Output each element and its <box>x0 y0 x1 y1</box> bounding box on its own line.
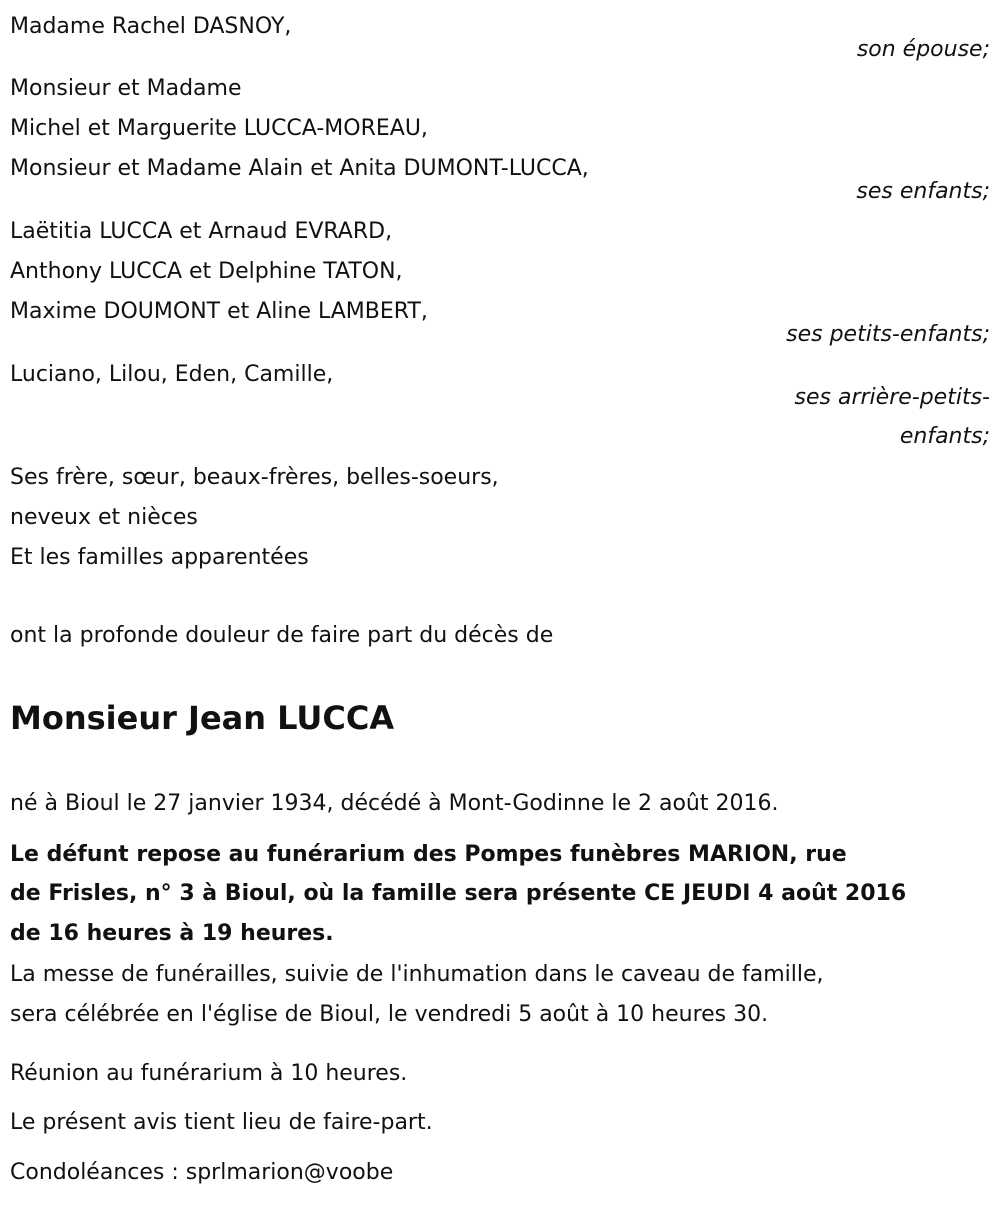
others-line: Et les familles apparentées <box>10 545 309 570</box>
funeral-line: sera célébrée en l'église de Bioul, le vendredi 5 août à 10 heures 30. <box>10 1002 769 1027</box>
visitation-line: Le défunt repose au funérarium des Pompes funèbres MARION, rue <box>10 842 847 867</box>
grandchildren-line: Anthony LUCCA et Delphine TATON, <box>10 259 403 284</box>
children-line: Michel et Marguerite LUCCA-MOREAU, <box>10 116 428 141</box>
condolences: Condoléances : sprlmarion@voobe <box>10 1160 394 1185</box>
children-line: Monsieur et Madame <box>10 76 242 101</box>
great-grandchildren-role: ses arrière-petits- <box>794 385 990 410</box>
children-line: Monsieur et Madame Alain et Anita DUMONT-LUCCA, <box>10 156 589 181</box>
wife-role: son épouse; <box>856 37 990 62</box>
funeral-line: La messe de funérailles, suivie de l'inhumation dans le caveau de famille, <box>10 962 824 987</box>
wife-name: Madame Rachel DASNOY, <box>10 14 292 39</box>
grandchildren-line: Maxime DOUMONT et Aline LAMBERT, <box>10 299 428 324</box>
children-role: ses enfants; <box>856 179 990 204</box>
grandchildren-line: Laëtitia LUCCA et Arnaud EVRARD, <box>10 219 393 244</box>
others-line: Ses frère, sœur, beaux-frères, belles-soeurs, <box>10 465 499 490</box>
birth-death: né à Bioul le 27 janvier 1934, décédé à Mont-Godinne le 2 août 2016. <box>10 791 779 816</box>
great-grandchildren: Luciano, Lilou, Eden, Camille, <box>10 362 334 387</box>
grandchildren-role: ses petits-enfants; <box>786 322 990 347</box>
others-line: neveux et nièces <box>10 505 198 530</box>
great-grandchildren-role: enfants; <box>899 424 990 449</box>
visitation-line: de 16 heures à 19 heures. <box>10 921 334 946</box>
visitation-line: de Frisles, n° 3 à Bioul, où la famille sera présente CE JEUDI 4 août 2016 <box>10 881 907 906</box>
deceased-name: Monsieur Jean LUCCA <box>10 699 395 737</box>
notice: Le présent avis tient lieu de faire-part. <box>10 1110 433 1135</box>
meeting: Réunion au funérarium à 10 heures. <box>10 1061 408 1086</box>
announcement: ont la profonde douleur de faire part du décès de <box>10 623 554 648</box>
